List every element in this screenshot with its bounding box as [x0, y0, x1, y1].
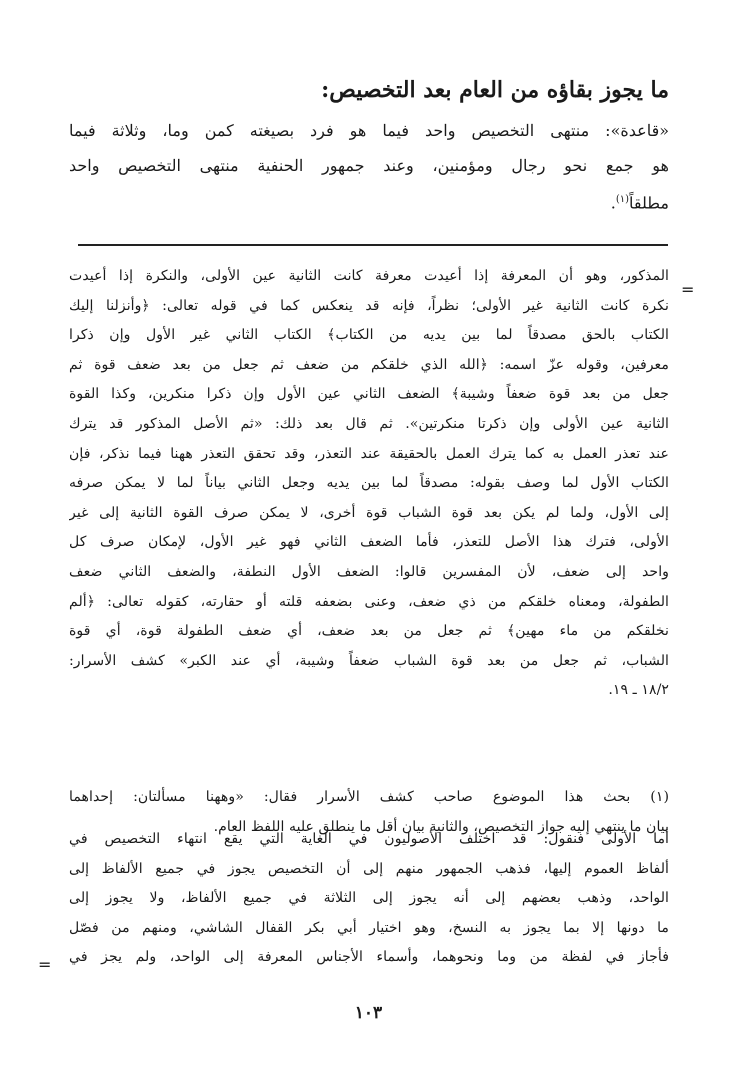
footnote-line: جعل من بعد قوة ضعفاً وشيبة﴾ الضعف الثاني عين الأول وإن ذكرا منكرين، وكذا القوة: [69, 386, 669, 403]
footnote-line: الكتاب بالحق مصدقاً لما بين يديه من الكتاب﴾ الكتاب الثاني غير الأول وإن ذكرا: [69, 327, 669, 344]
continuation-mark-top: =: [681, 280, 695, 299]
footnote-line: الثانية عين الأولى وإن ذكرتا منكرتين». ثم قال بعد ذلك: «ثم الأصل المذكور قد يترك: [69, 415, 669, 432]
section-title: ما يجوز بقاؤه من العام بعد التخصيص:: [321, 77, 669, 103]
body-last-text: مطلقاً: [629, 193, 669, 213]
footnote-line: معرفين، وقوله عزّ اسمه: ﴿الله الذي خلقكم من ضعف ثم جعل من بعد ضعف قوة ثم: [69, 356, 669, 373]
footnote-line: الكتاب الأول لما وصف بقوله: مصدقاً لما بين يديه وجعل الثاني بياناً لما لا يمكن صرفه: [69, 475, 669, 492]
footnote-line: الأولى، فترك هذا الأصل للتعذر، فأما الضعف الثاني فهو غير الأول، لإمكان صرف كل: [69, 534, 669, 551]
continuation-mark-bottom: =: [38, 955, 52, 974]
footnote-line: الواحد، وذهب بعضهم إلى أنه يجوز إلى الثلاثة في جميع الألفاظ، ولا يجوز إلى: [69, 890, 669, 907]
body-line-last: [69, 183, 669, 221]
footnote-1-continued: [69, 825, 669, 973]
footnote-line: واحد إلى ضعف، لأن المفسرين قالوا: الضعف الأول النطفة، والضعف الثاني ضعف: [69, 563, 669, 580]
footnote-line: عند تعذر العمل به كما يترك العمل بالحقيقة عند التعذر، وقد تحقق التعذر ههنا فيما نذكر، فإن: [69, 445, 669, 462]
page-number: ١٠٣: [354, 1003, 383, 1023]
footnote-line: (١) بحث هذا الموضوع صاحب كشف الأسرار فقال: «وههنا مسألتان: إحداهما: [69, 789, 669, 805]
footnote-line: نخلقكم من ماء مهين﴾ ثم جعل من بعد ضعف، أي ضعف الطفولة قوة، أي قوة: [69, 623, 669, 640]
footnote-line: فأجاز في لفظة من وما ونحوهما، وأسماء الأجناس المعرفة إلى الواحد، ولم يجز في: [69, 949, 669, 966]
footnote-line: أما الأولى فنقول: قد اختلف الأصوليون في الغاية التي يقع انتهاء التخصيص في: [69, 831, 669, 847]
footnote-line: ما دونها إلا بما يجوز به النسخ، وهو اختيار أبي بكر القفال الشاشي، ومنهم من فصّل: [69, 919, 669, 936]
footnote-separator: [78, 244, 668, 246]
footnote-continued: [69, 262, 669, 706]
footnote-line-last: ١٨/٢ ـ ١٩.: [608, 682, 669, 699]
footnote-line: المذكور، وهو أن المعرفة إذا أعيدت معرفة كانت الثانية عين الأولى، والنكرة إذا أعيدت: [69, 268, 669, 284]
main-body: [69, 114, 669, 221]
footnote-reference: (١): [615, 194, 630, 205]
body-line: «قاعدة»: منتهى التخصيص واحد فيما هو فرد بصيغته كمن وما، وثلاثة فيما: [69, 121, 669, 140]
footnote-line-last: بيان ما ينتهي إليه جواز التخصيص، والثانية بيان أقل ما ينطلق عليه اللفظ العام.: [213, 819, 669, 835]
body-last-punct: .: [610, 193, 616, 213]
body-line: هو جمع نحو رجال ومؤمنين، وعند جمهور الحنفية منتهى التخصيص واحد: [69, 155, 669, 175]
footnote-line: نكرة كانت الثانية غير الأولى؛ نظراً، فإنه قد ينعكس كما في قوله تعالى: ﴿وأنزلنا إليك: [69, 297, 669, 314]
footnote-line: إلى الأول، ولما لم يكن بعد قوة الشباب قوة أخرى، لا يمكن صرف القوة الثانية إلى غير: [69, 504, 669, 521]
footnote-1: [69, 783, 669, 813]
footnote-line: الطفولة، ومعناه خلقكم من ذي ضعف، وعنى بضعفه قلته أو حقارته، كقوله تعالى: ﴿ألم: [69, 593, 669, 610]
footnote-line: الشباب، ثم جعل من بعد قوة الشباب ضعفاً وشيبة، أي عند الكبر» كشف الأسرار:: [69, 652, 669, 669]
footnote-line: ألفاظ العموم إليها، فذهب الجمهور منهم إلى أن التخصيص يجوز في جميع الألفاظ إلى: [69, 860, 669, 877]
